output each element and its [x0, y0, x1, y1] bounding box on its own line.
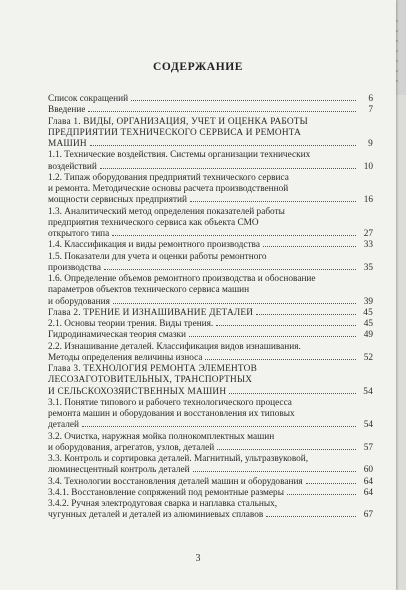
- toc-entry: [48, 488, 373, 499]
- toc-page-number: 49: [363, 330, 373, 341]
- toc-chapter-entry: [48, 308, 373, 319]
- toc-entry-final-line: [48, 139, 373, 150]
- toc-page-number: 57: [363, 442, 373, 453]
- toc-entry-final-line: [48, 263, 373, 274]
- toc-entry-line: 1.6. Определение объемов ремонтного производства и обоснование: [48, 274, 316, 284]
- toc-entry-final-line: [48, 162, 373, 173]
- toc-page-number: 10: [363, 161, 373, 172]
- toc-entry: [48, 330, 373, 341]
- toc-page-number: 7: [368, 105, 373, 116]
- toc-entry-final-line: [48, 342, 373, 353]
- toc-entry-final-line: [48, 353, 373, 364]
- toc-entry-text: чугунных деталей и деталей из алюминиевых сплавов: [48, 510, 264, 521]
- toc-entry-text: деталей: [48, 420, 79, 431]
- toc-entry: [48, 94, 373, 105]
- page-number: 3: [195, 553, 201, 564]
- toc-entry-final-line: [48, 443, 373, 454]
- toc-entry-text: Список сокращений: [48, 94, 129, 104]
- toc-entry: [48, 432, 373, 455]
- toc-entry-final-line: [48, 308, 373, 319]
- toc-entry-text: 3.4. Технологии восстановления деталей машин и оборудования: [48, 476, 303, 487]
- dot-leader: [90, 144, 356, 146]
- toc-page-number: 67: [363, 510, 373, 521]
- dot-leader: [263, 245, 356, 247]
- toc-chapter-entry: [48, 117, 373, 151]
- toc-entry-final-line: [48, 297, 373, 308]
- toc-page-number: 45: [363, 319, 373, 329]
- toc-entry-line: 1.2. Типаж оборудования предприятий технического сервиса: [48, 172, 289, 183]
- toc-entry-line: 1.5. Показатели для учета и оценки работы ремонтного: [48, 251, 267, 262]
- toc-entry-line: и ремонта. Методические основы расчета производственной: [48, 184, 289, 194]
- toc-entry-line: Глава 3. ТЕХНОЛОГИЯ РЕМОНТА ЭЛЕМЕНТОВ: [48, 364, 257, 374]
- toc-entry-final-line: [48, 477, 373, 488]
- toc-entry-final-line: [48, 488, 373, 499]
- toc-entry-final-line: [48, 387, 373, 398]
- toc-entry-line: ремонта машин и оборудования и восстановления их типовых: [48, 409, 295, 419]
- toc-entry-text: производства: [48, 262, 101, 273]
- toc-entry-line: 3.1. Понятие типового и рабочего технологического процесса: [48, 397, 292, 408]
- toc-entry-line: ПРЕДПРИЯТИЙ ТЕХНИЧЕСКОГО СЕРВИСА И РЕМОНТА: [48, 127, 302, 138]
- toc-entry-final-line: [48, 195, 373, 206]
- toc-entry-text: 2.2. Изнашивание деталей. Классификация видов изнашивания.: [48, 341, 301, 352]
- toc-entry-text: открытого типа: [48, 229, 110, 239]
- toc-entry-line: 3.3. Контроль и сортировка деталей. Магнитный, ультразвуковой,: [48, 454, 309, 464]
- toc-entry-text: 2.1. Основы теории трения. Виды трения.: [48, 319, 214, 329]
- toc-entry-final-line: [48, 240, 373, 251]
- toc-page-number: 35: [363, 262, 373, 273]
- toc-page-number: 16: [363, 195, 373, 206]
- dot-leader: [287, 493, 356, 495]
- toc-entry-line: параметров объектов технического сервиса машин: [48, 285, 250, 296]
- toc-entry-text: 1.4. Классификация и виды ремонтного производства: [48, 240, 260, 251]
- toc-entry-final-line: [48, 319, 373, 330]
- toc-entry-final-line: [48, 510, 373, 521]
- dot-leader: [216, 324, 356, 326]
- toc-entry-text: МАШИН: [48, 139, 87, 149]
- toc-entry: [48, 274, 373, 308]
- toc-page-number: 60: [363, 465, 373, 476]
- toc-page-number: 39: [363, 296, 373, 307]
- toc-entry: [48, 150, 373, 173]
- toc-entry: [48, 319, 373, 330]
- toc-entry-line: ЛЕСОЗАГОТОВИТЕЛЬНЫХ, ТРАНСПОРТНЫХ: [48, 375, 253, 386]
- toc-entry: [48, 173, 373, 207]
- toc-entry-final-line: [48, 94, 373, 105]
- toc-entry-text: и оборудования: [48, 296, 110, 307]
- page-title: СОДЕРЖАНИЕ: [152, 61, 244, 73]
- dot-leader: [131, 99, 356, 101]
- toc-entry: [48, 477, 373, 488]
- toc-entry-final-line: [48, 105, 373, 116]
- dot-leader: [190, 200, 356, 202]
- dot-leader: [229, 392, 356, 394]
- toc-entry-text: Методы определения величины износа: [48, 352, 203, 363]
- toc-entry-line: 3.2. Очистка, наружная мойка полнокомплектных машин: [48, 431, 275, 442]
- toc-entry-line: 1.1. Технические воздействия. Системы организации технических: [48, 150, 311, 161]
- toc-entry-final-line: [48, 229, 373, 240]
- toc-entry: [48, 398, 373, 432]
- toc-entry-line: 1.3. Аналитический метод определения показателей работы: [48, 206, 285, 217]
- toc-entry: [48, 105, 373, 116]
- toc-page-number: 64: [363, 476, 373, 487]
- dot-leader: [113, 302, 356, 304]
- toc-entry-final-line: [48, 465, 373, 476]
- toc-entry: [48, 353, 373, 364]
- toc-entry-text: Глава 2. ТРЕНИЕ И ИЗНАШИВАНИЕ ДЕТАЛЕЙ: [48, 307, 254, 318]
- toc-entry-text: воздействий: [48, 161, 97, 172]
- toc-page-number: 64: [363, 487, 373, 498]
- toc-page-number: 54: [363, 420, 373, 431]
- dot-leader: [112, 234, 356, 236]
- toc-entry-text: Гидродинамическая теория смазки: [48, 330, 186, 341]
- toc-entry-text: люминесцентный контроль деталей: [48, 465, 190, 476]
- toc-entry-text: Введение: [48, 105, 86, 116]
- toc-entry-text: И СЕЛЬСКОХОЗЯЙСТВЕННЫХ МАШИН: [48, 386, 227, 397]
- toc-page-number: 54: [363, 386, 373, 397]
- toc-entry-text: мощности сервисных предприятий: [48, 195, 187, 206]
- toc-entry: [48, 252, 373, 275]
- toc-chapter-entry: [48, 364, 373, 398]
- toc-entry-line: 3.4.2. Ручная электродуговая сварка и наплавка стальных,: [48, 499, 278, 509]
- dot-leader: [256, 313, 356, 315]
- dot-leader: [104, 268, 356, 270]
- toc-entry: [48, 240, 373, 251]
- toc-entry-text: 3.4.1. Восстановление сопряжений под ремонтные размеры: [48, 487, 284, 498]
- toc-page-number: 27: [363, 229, 373, 239]
- toc-page-number: 33: [363, 240, 373, 251]
- toc-entry-line: Глава 1. ВИДЫ, ОРГАНИЗАЦИЯ, УЧЕТ И ОЦЕНКА РАБОТЫ: [48, 116, 308, 127]
- dot-leader: [189, 335, 356, 337]
- toc-page-number: 6: [368, 94, 373, 104]
- dot-leader: [82, 425, 356, 427]
- toc-page-number: 45: [363, 307, 373, 318]
- toc-entry: [48, 207, 373, 241]
- dot-leader: [193, 470, 356, 472]
- toc-entry-text: и оборудования, агрегатов, узлов, деталей: [48, 442, 215, 453]
- dot-leader: [205, 358, 356, 360]
- table-of-contents: [48, 94, 373, 522]
- toc-entry: [48, 454, 373, 477]
- toc-entry-final-line: [48, 420, 373, 431]
- dot-leader: [217, 448, 356, 450]
- toc-page-number: 52: [363, 352, 373, 363]
- dot-leader: [306, 482, 356, 484]
- dot-leader: [266, 515, 356, 517]
- dot-leader: [100, 167, 356, 169]
- dot-leader: [88, 110, 356, 112]
- toc-entry: [48, 499, 373, 522]
- toc-entry: [48, 342, 373, 353]
- toc-page-number: 9: [368, 139, 373, 149]
- toc-entry-line: предприятия технического сервиса как объекта СМО: [48, 217, 259, 228]
- toc-entry-final-line: [48, 330, 373, 341]
